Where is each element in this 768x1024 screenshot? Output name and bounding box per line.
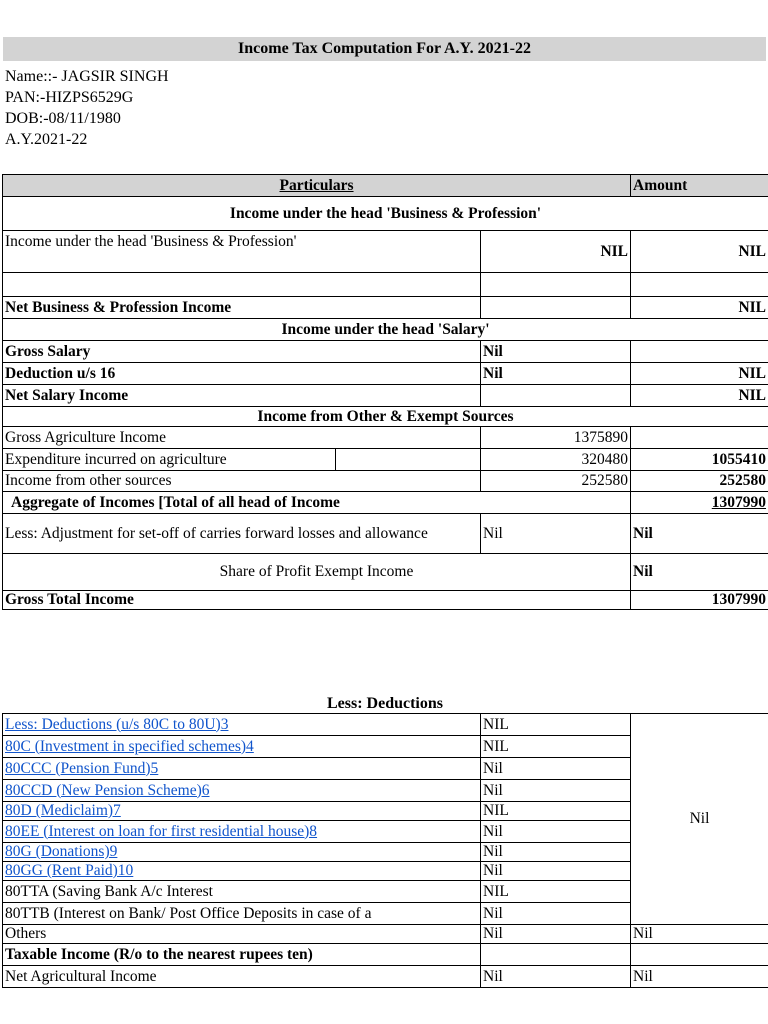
ded16-label: Deduction u/s 16 xyxy=(3,363,481,385)
other-src-amount: 252580 xyxy=(631,471,768,492)
deduction-value: Nil xyxy=(481,780,631,802)
deduction-value: Nil xyxy=(481,903,631,925)
gross-agri-mid: 1375890 xyxy=(481,427,631,449)
deductions-title: Less: Deductions xyxy=(326,695,443,712)
blank-cell xyxy=(631,341,768,363)
setoff-amount: Nil xyxy=(631,514,768,554)
other-src-label: Income from other sources xyxy=(3,471,481,492)
deduction-label[interactable]: Less: Deductions (u/s 80C to 80U)3 xyxy=(3,714,481,736)
deductions-table xyxy=(2,713,768,988)
aggregate-amount: 1307990 xyxy=(631,492,768,514)
blank-cell xyxy=(631,273,768,297)
exp-agri-amount: 1055410 xyxy=(631,449,768,471)
name-line: Name::- JAGSIR SINGH xyxy=(5,68,169,85)
setoff-mid: Nil xyxy=(481,514,631,554)
section-other: Income from Other & Exempt Sources xyxy=(3,407,768,427)
bp-income-label: Income under the head 'Business & Profession' xyxy=(3,231,481,273)
deduction-value: NIL xyxy=(481,802,631,821)
deduction-label[interactable]: 80CCC (Pension Fund)5 xyxy=(3,758,481,780)
bp-income-amount: NIL xyxy=(631,231,768,273)
deduction-label[interactable]: 80CCD (New Pension Scheme)6 xyxy=(3,780,481,802)
gross-salary-label: Gross Salary xyxy=(3,341,481,363)
pan-line: PAN:-HIZPS6529G xyxy=(5,89,134,106)
deduction-label[interactable]: 80G (Donations)9 xyxy=(3,843,481,862)
blank-cell xyxy=(336,449,481,471)
net-bp-label: Net Business & Profession Income xyxy=(3,297,481,319)
deduction-label[interactable]: 80EE (Interest on loan for first residential house)8 xyxy=(3,821,481,843)
gross-agri-label: Gross Agriculture Income xyxy=(3,427,481,449)
deduction-value: NIL xyxy=(481,714,631,736)
deduction-value: Nil xyxy=(481,821,631,843)
exp-agri-label: Expenditure incurred on agriculture xyxy=(3,449,336,471)
deduction-label[interactable]: 80D (Mediclaim)7 xyxy=(3,802,481,821)
others-mid: Nil xyxy=(481,925,631,944)
deduction-value: NIL xyxy=(481,881,631,903)
deduction-label[interactable]: 80GG (Rent Paid)10 xyxy=(3,862,481,881)
dob-line: DOB:-08/11/1980 xyxy=(5,110,121,127)
deduction-label: 80TTA (Saving Bank A/c Interest xyxy=(3,881,481,903)
ded16-mid: Nil xyxy=(481,363,631,385)
share-profit-label: Share of Profit Exempt Income xyxy=(3,554,631,591)
gross-salary-mid: Nil xyxy=(481,341,631,363)
share-profit-amount: Nil xyxy=(631,554,768,591)
bp-income-mid: NIL xyxy=(481,231,631,273)
deduction-value: Nil xyxy=(481,758,631,780)
others-label: Others xyxy=(3,925,481,944)
deduction-label[interactable]: 80C (Investment in specified schemes)4 xyxy=(3,736,481,758)
taxable-income-label: Taxable Income (R/o to the nearest rupees ten) xyxy=(3,944,481,966)
net-agri-mid: Nil xyxy=(481,966,631,988)
blank-cell xyxy=(631,944,768,966)
deduction-label: 80TTB (Interest on Bank/ Post Office Deposits in case of a xyxy=(3,903,481,925)
deductions-total: Nil xyxy=(631,714,768,925)
setoff-label: Less: Adjustment for set-off of carries forward losses and allowance xyxy=(3,514,481,554)
net-bp-amount: NIL xyxy=(631,297,768,319)
net-agri-amount: Nil xyxy=(631,966,768,988)
page-title: Income Tax Computation For A.Y. 2021-22 xyxy=(3,37,766,61)
aggregate-label: Aggregate of Incomes [Total of all head of Income xyxy=(3,492,631,514)
net-salary-label: Net Salary Income xyxy=(3,385,481,407)
net-salary-amount: NIL xyxy=(631,385,768,407)
blank-cell xyxy=(631,427,768,449)
ded16-amount: NIL xyxy=(631,363,768,385)
header-particulars: Particulars xyxy=(3,175,631,197)
gti-amount: 1307990 xyxy=(631,591,768,610)
section-business: Income under the head 'Business & Profession' xyxy=(3,197,768,231)
gti-label: Gross Total Income xyxy=(3,591,631,610)
others-amount: Nil xyxy=(631,925,768,944)
header-amount: Amount xyxy=(631,175,768,197)
ay-line: A.Y.2021-22 xyxy=(5,131,88,148)
blank-cell xyxy=(481,297,631,319)
other-src-mid: 252580 xyxy=(481,471,631,492)
computation-table xyxy=(2,174,768,610)
deduction-value: Nil xyxy=(481,862,631,881)
deduction-value: Nil xyxy=(481,843,631,862)
blank-cell xyxy=(481,385,631,407)
net-agri-label: Net Agricultural Income xyxy=(3,966,481,988)
blank-cell xyxy=(481,273,631,297)
blank-cell xyxy=(481,944,631,966)
exp-agri-mid: 320480 xyxy=(481,449,631,471)
deduction-value: NIL xyxy=(481,736,631,758)
blank-cell xyxy=(3,273,481,297)
section-salary: Income under the head 'Salary' xyxy=(3,319,768,341)
